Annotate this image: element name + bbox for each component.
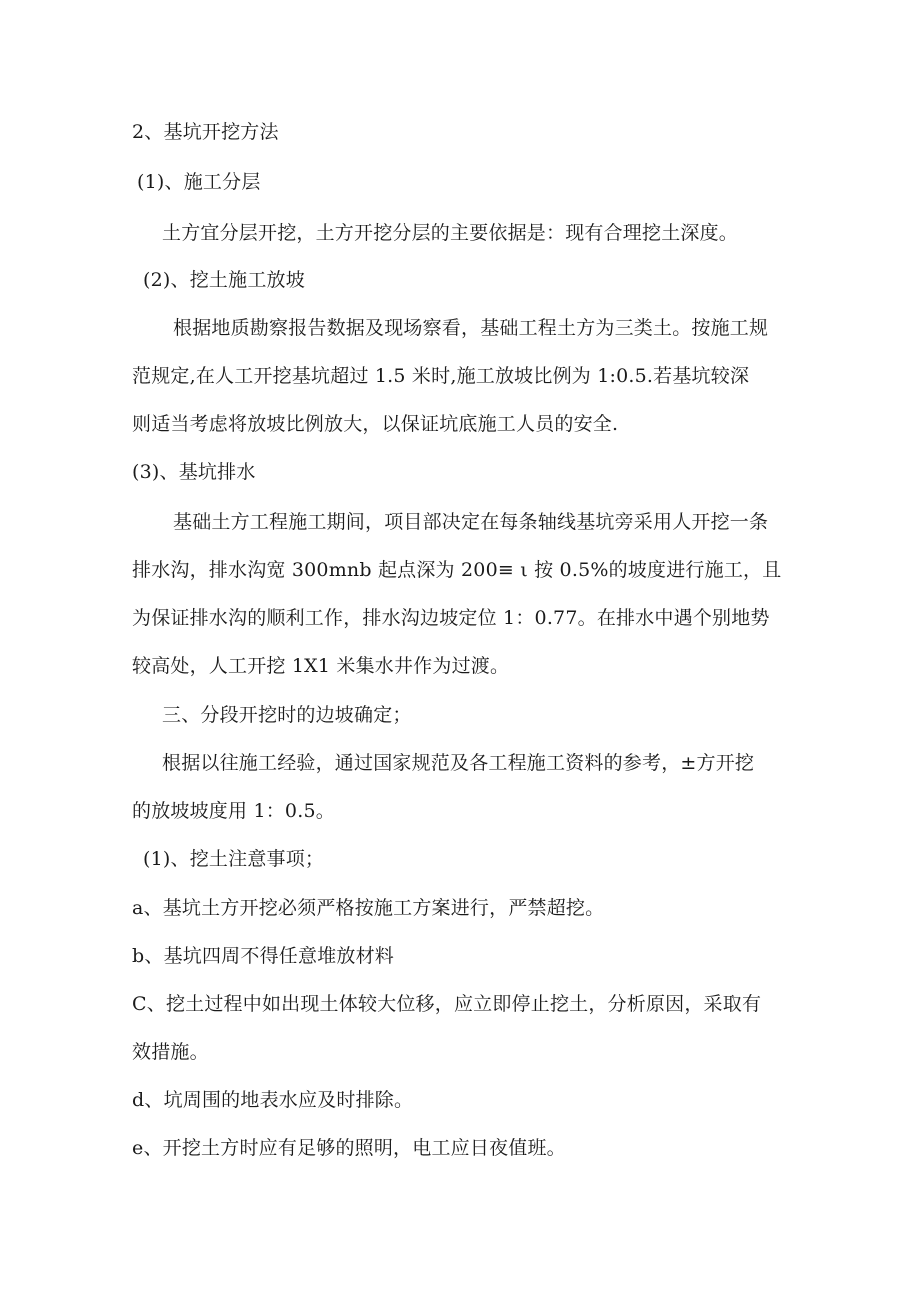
paragraph-line: 根据地质勘察报告数据及现场察看，基础工程土方为三类土。按施工规 xyxy=(173,317,769,339)
subheading-drainage: (3)、基坑排水 xyxy=(132,461,256,483)
subheading-slope: (2)、挖土施工放坡 xyxy=(143,269,305,291)
paragraph-line: 则适当考虑将放坡比例放大，以保证坑底施工人员的安全. xyxy=(132,413,619,435)
paragraph-line: 为保证排水沟的顺利工作，排水沟边坡定位 1：0.77。在排水中遇个别地势 xyxy=(132,607,770,629)
paragraph-line: 较高处，人工开挖 1X1 米集水井作为过渡。 xyxy=(132,655,510,677)
list-item: a、基坑土方开挖必须严格按施工方案进行，严禁超挖。 xyxy=(132,897,605,919)
paragraph-line: 根据以往施工经验，通过国家规范及各工程施工资料的参考，±方开挖 xyxy=(162,752,755,774)
paragraph-line: 基础土方工程施工期间，项目部决定在每条轴线基坑旁采用人开挖一条 xyxy=(173,511,769,533)
section-heading-segment-slope: 三、分段开挖时的边坡确定； xyxy=(162,704,412,726)
paragraph-line: 排水沟，排水沟宽 300mnb 起点深为 200≡ ι 按 0.5%的坡度进行施工，且 xyxy=(132,559,782,581)
paragraph-line: 范规定,在人工开挖基坑超过 1.5 米时,施工放坡比例为 1:0.5.若基坑较深 xyxy=(132,365,750,387)
list-item: C、挖土过程中如出现土体较大位移，应立即停止挖土，分析原因，采取有 xyxy=(132,993,762,1015)
list-item: b、基坑四周不得任意堆放材料 xyxy=(132,945,394,967)
subheading-precautions: (1)、挖土注意事项； xyxy=(143,848,325,870)
list-item: d、坑周围的地表水应及时排除。 xyxy=(132,1089,414,1111)
list-item-continuation: 效措施。 xyxy=(132,1041,209,1063)
list-item: e、开挖土方时应有足够的照明，电工应日夜值班。 xyxy=(132,1137,566,1159)
paragraph-line: 的放坡坡度用 1：0.5。 xyxy=(132,800,335,822)
section-heading-excavation-method: 2、基坑开挖方法 xyxy=(132,121,279,143)
subheading-layering: (1)、施工分层 xyxy=(137,171,261,193)
paragraph-line: 土方宜分层开挖，土方开挖分层的主要依据是：现有合理挖土深度。 xyxy=(162,222,739,244)
